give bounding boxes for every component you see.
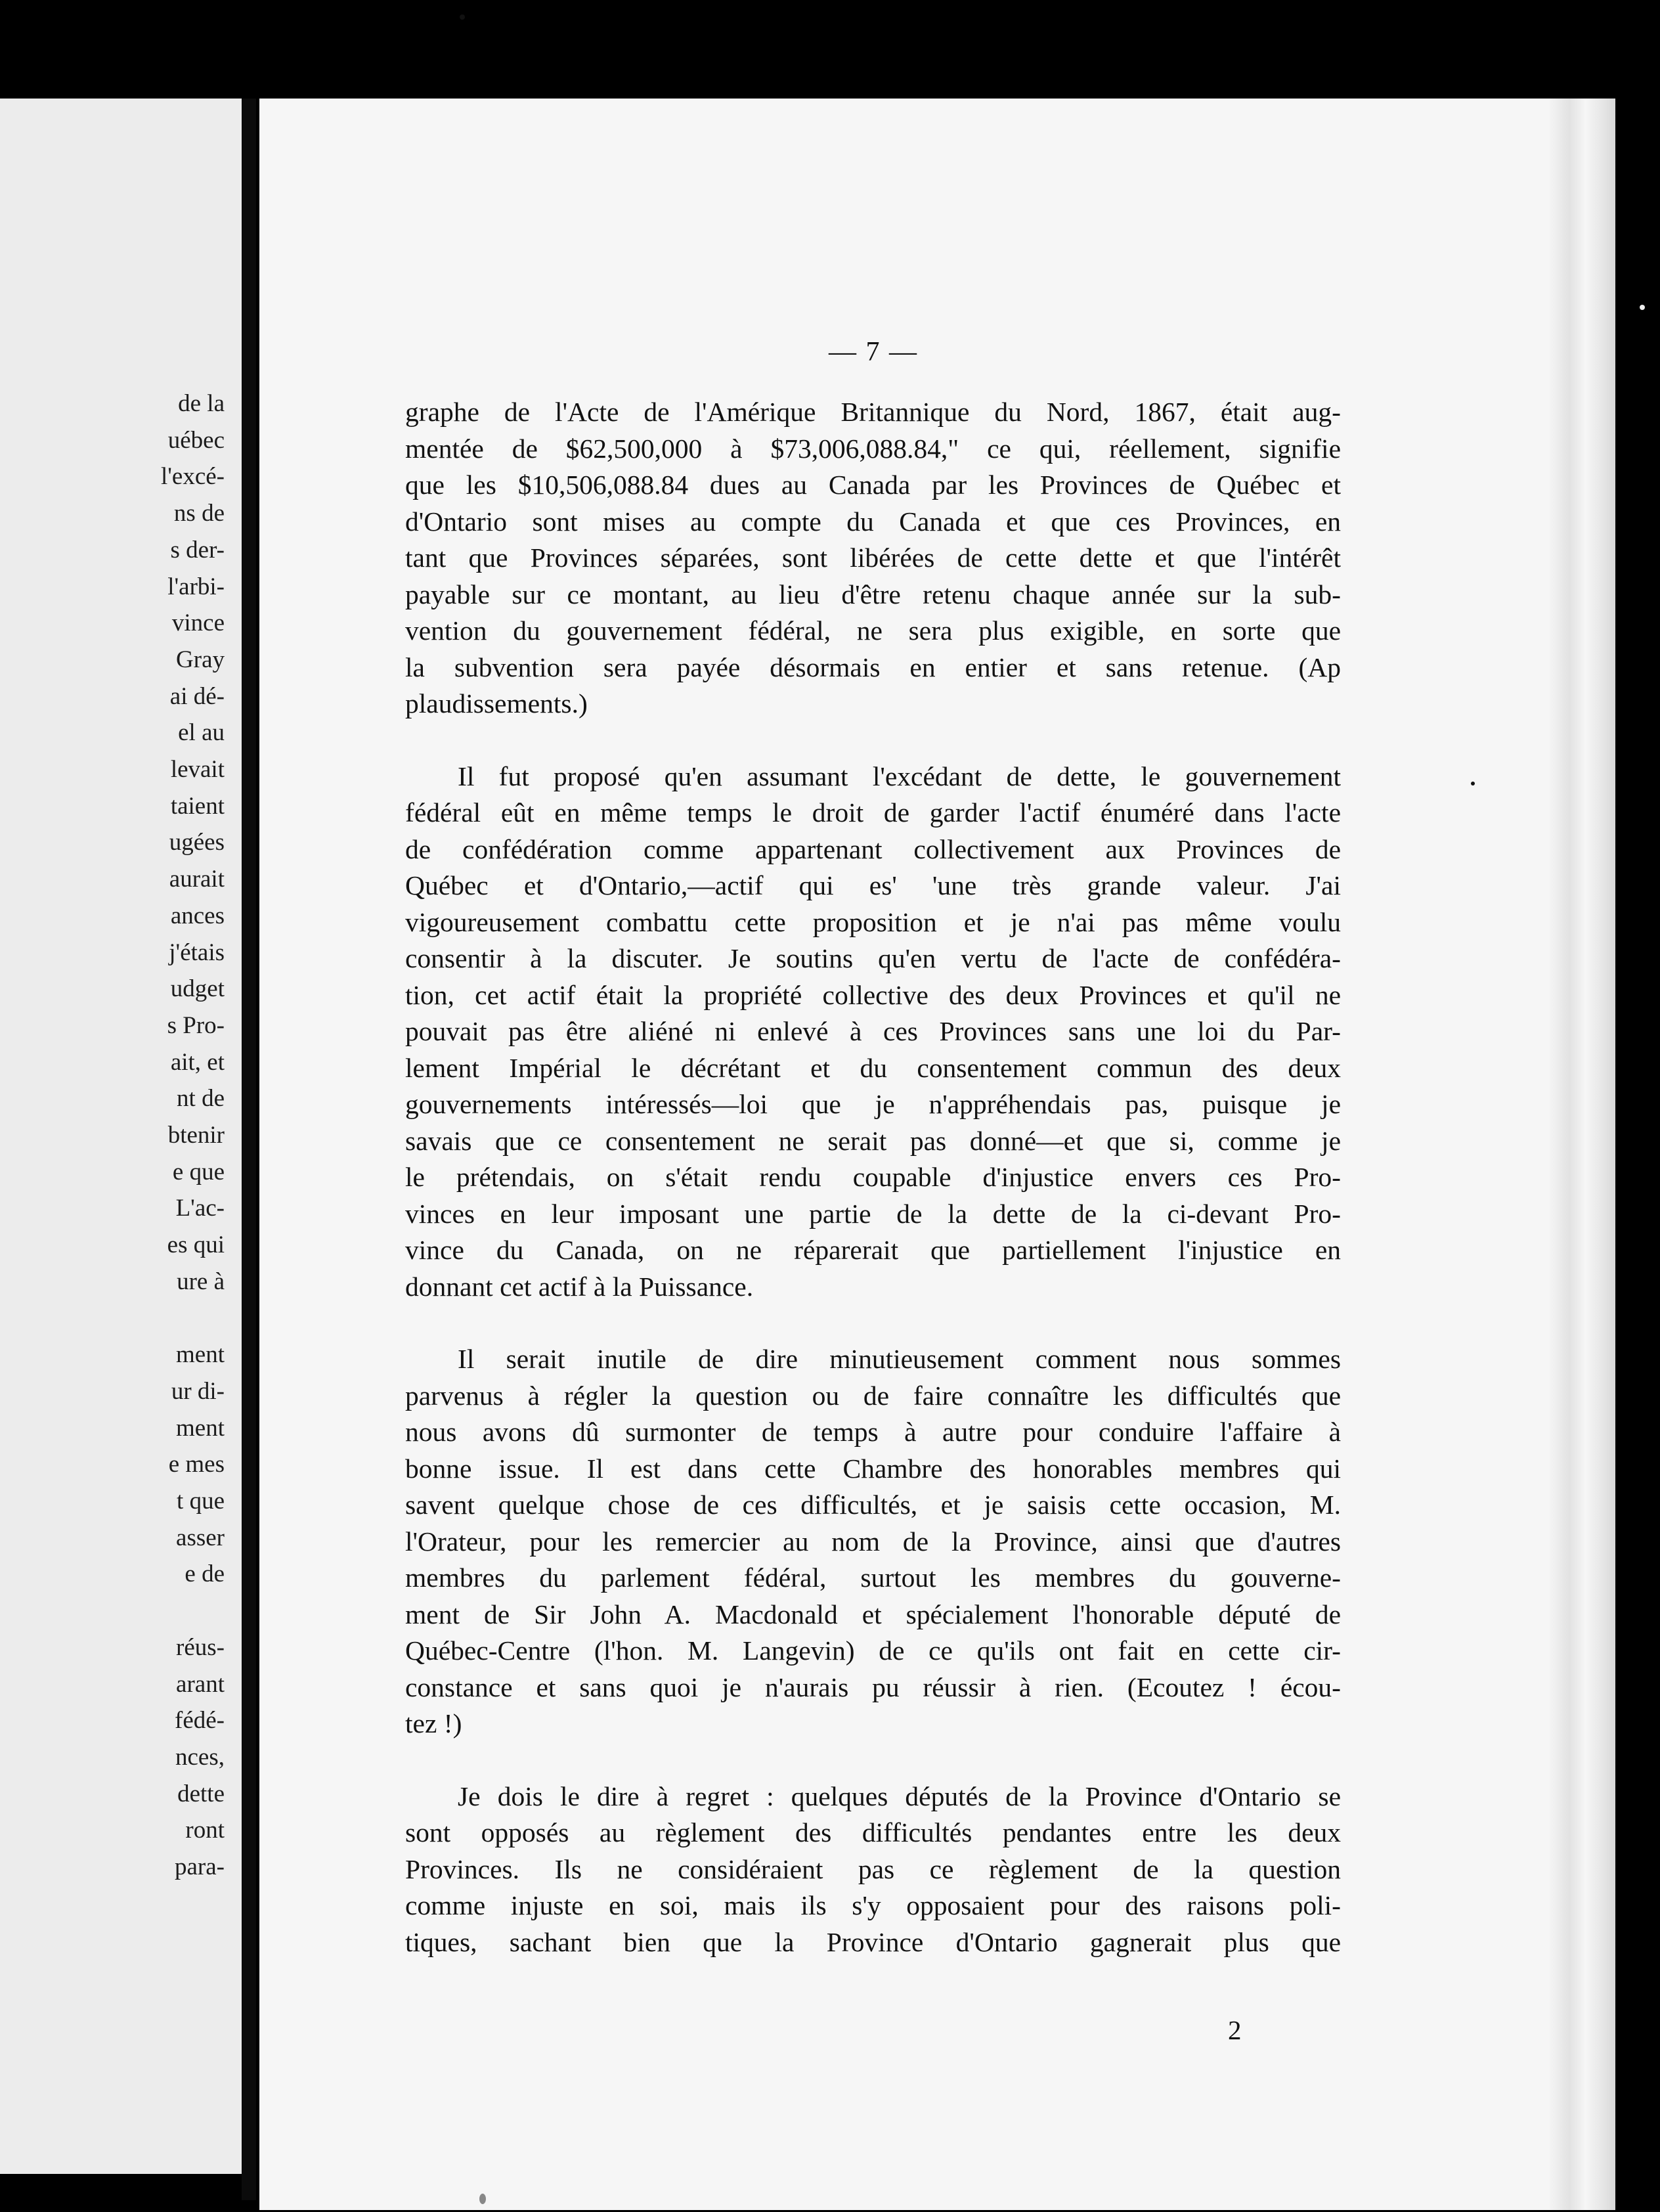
left-page-fragment: ment <box>176 1414 225 1442</box>
paragraph-gap <box>405 722 1341 759</box>
page-number: — 7 — <box>829 337 918 367</box>
left-page-fragment: fédé- <box>175 1707 225 1735</box>
text-line: constance et sans quoi je n'aurais pu réussir à rien. (Ecoutez ! écou- <box>405 1671 1341 1702</box>
left-page-fragment: réus- <box>176 1633 225 1661</box>
text-line: savais que ce consentement ne serait pas donné—et que si, comme je <box>405 1125 1341 1156</box>
left-page-fragment: btenir <box>167 1122 225 1149</box>
left-page-fragment: ait, et <box>170 1048 225 1076</box>
left-page-fragment: s Pro- <box>167 1011 225 1039</box>
text-line: tez !) <box>405 1708 462 1738</box>
scan-speck <box>460 14 465 20</box>
text-line: Québec-Centre (l'hon. M. Langevin) de ce qu'ils ont fait en cette cir- <box>405 1635 1341 1666</box>
left-page-fragment: j'étais <box>169 939 225 966</box>
scan-speck <box>479 2194 486 2204</box>
left-page-fragment: ugées <box>169 829 225 856</box>
left-page-fragment: es qui <box>167 1231 225 1259</box>
left-page-fragment: e que <box>172 1158 225 1185</box>
left-page-fragment: taient <box>170 792 225 820</box>
text-line: de confédération comme appartenant collectivement aux Provinces de <box>405 833 1341 864</box>
left-page-fragment: de la <box>178 390 225 417</box>
paragraph-gap <box>405 1305 1341 1341</box>
text-line: sont opposés au règlement des difficultés pendantes entre les deux <box>405 1817 1341 1847</box>
left-page-fragment: nces, <box>175 1743 225 1771</box>
left-page-fragment: levait <box>170 756 225 783</box>
page-edge-shadow <box>1550 99 1615 2210</box>
left-page-fragment: vince <box>171 609 225 637</box>
text-line: tiques, sachant bien que la Province d'Ontario gagnerait plus que <box>405 1926 1341 1957</box>
left-page-fragment: t que <box>177 1488 225 1515</box>
text-line: bonne issue. Il est dans cette Chambre des honorables membres qui <box>405 1453 1341 1484</box>
text-line: tant que Provinces séparées, sont libérées de cette dette et que l'intérêt <box>405 542 1341 573</box>
text-line: pouvait pas être aliéné ni enlevé à ces Provinces sans une loi du Par- <box>405 1016 1341 1046</box>
text-line: consentir à la discuter. Je soutins qu'en vertu de l'acte de confédéra- <box>405 943 1341 973</box>
text-line: la subvention sera payée désormais en entier et sans retenue. (Ap <box>405 652 1341 682</box>
text-line: membres du parlement fédéral, surtout les membres du gouverne- <box>405 1562 1341 1593</box>
scan-speck <box>1471 782 1475 785</box>
paragraph-gap <box>405 1742 1341 1779</box>
left-page-fragment: uébec <box>167 426 225 454</box>
left-facing-page <box>0 99 242 2174</box>
paragraph <box>405 394 1341 722</box>
text-line: Je dois le dire à regret : quelques députés de la Province d'Ontario se <box>458 1781 1341 1811</box>
left-page-fragment: l'excé- <box>160 463 225 491</box>
text-line: que les $10,506,088.84 dues au Canada par les Provinces de Québec et <box>405 470 1341 500</box>
text-line: l'Orateur, pour les remercier au nom de la Province, ainsi que d'autres <box>405 1526 1341 1557</box>
left-page-fragment: ur di- <box>171 1377 225 1405</box>
left-page-fragment: aurait <box>169 866 225 893</box>
text-line: tion, cet actif était la propriété collective des deux Provinces et qu'il ne <box>405 979 1341 1010</box>
text-line: nous avons dû surmonter de temps à autre pour conduire l'affaire à <box>405 1417 1341 1447</box>
text-line: vinces en leur imposant une partie de la dette de la ci-devant Pro- <box>405 1198 1341 1229</box>
left-page-fragment: Gray <box>176 646 225 673</box>
text-line: ment de Sir John A. Macdonald et spécialement l'honorable député de <box>405 1599 1341 1629</box>
book-gutter <box>242 99 256 2200</box>
left-page-fragment: ai dé- <box>169 682 225 710</box>
text-line: savent quelque chose de ces difficultés, et je saisis cette occasion, M. <box>405 1490 1341 1520</box>
left-page-fragment: ances <box>170 902 225 929</box>
left-page-fragment: ns de <box>173 500 225 527</box>
left-page-fragment: arant <box>176 1670 225 1698</box>
body-text <box>405 394 1341 1960</box>
text-line: vigoureusement combattu cette proposition et je n'ai pas même voulu <box>405 906 1341 937</box>
text-line: graphe de l'Acte de l'Amérique Britannique du Nord, 1867, était aug- <box>405 397 1341 427</box>
left-page-fragment: nt de <box>177 1085 225 1113</box>
left-page-fragment: L'ac- <box>175 1195 225 1222</box>
text-line: Il fut proposé qu'en assumant l'excédant de dette, le gouvernement <box>458 761 1341 791</box>
left-page-fragment: ront <box>185 1817 225 1844</box>
paragraph <box>405 759 1341 1306</box>
text-line: mentée de $62,500,000 à $73,006,088.84," ce qui, réellement, signifie <box>405 433 1341 464</box>
paragraph <box>405 1779 1341 1961</box>
left-page-fragment: el au <box>178 719 225 747</box>
left-page-fragment: l'arbi- <box>167 573 225 600</box>
left-page-fragment: ment <box>176 1341 225 1369</box>
text-line: gouvernements intéressés—loi que je n'appréhendais pas, puisque je <box>405 1089 1341 1119</box>
scan-speck <box>1640 305 1645 310</box>
paragraph <box>405 1341 1341 1742</box>
signature-mark: 2 <box>1228 2015 1242 2045</box>
text-line: Provinces. Ils ne considéraient pas ce règlement de la question <box>405 1853 1341 1884</box>
text-line: le prétendais, on s'était rendu coupable d'injustice envers ces Pro- <box>405 1162 1341 1192</box>
text-line: vince du Canada, on ne réparerait que partiellement l'injustice en <box>405 1235 1341 1265</box>
text-line: Il serait inutile de dire minutieusement comment nous sommes <box>458 1344 1341 1374</box>
text-line: comme injuste en soi, mais ils s'y opposaient pour des raisons poli- <box>405 1890 1341 1920</box>
left-page-fragment: udget <box>170 975 225 1003</box>
text-line: lement Impérial le décrétant et du consentement commun des deux <box>405 1052 1341 1083</box>
left-page-fragment: e de <box>185 1560 225 1588</box>
text-line: fédéral eût en même temps le droit de garder l'actif énuméré dans l'acte <box>405 797 1341 828</box>
left-page-fragment: asser <box>176 1524 225 1551</box>
left-page-fragment: dette <box>177 1780 225 1807</box>
text-line: plaudissements.) <box>405 688 588 719</box>
left-page-fragment: ure à <box>177 1268 225 1295</box>
left-page-fragment: s der- <box>170 536 225 564</box>
text-line: payable sur ce montant, au lieu d'être retenu chaque année sur la sub- <box>405 579 1341 609</box>
text-line: parvenus à régler la question ou de faire connaître les difficultés que <box>405 1380 1341 1411</box>
left-page-fragment: e mes <box>168 1451 225 1478</box>
text-line: d'Ontario sont mises au compte du Canada et que ces Provinces, en <box>405 506 1341 537</box>
left-page-fragment: para- <box>175 1853 225 1880</box>
text-line: Québec et d'Ontario,—actif qui es' 'une très grande valeur. J'ai <box>405 870 1341 900</box>
text-line: donnant cet actif à la Puissance. <box>405 1271 754 1302</box>
text-line: vention du gouvernement fédéral, ne sera plus exigible, en sorte que <box>405 615 1341 646</box>
